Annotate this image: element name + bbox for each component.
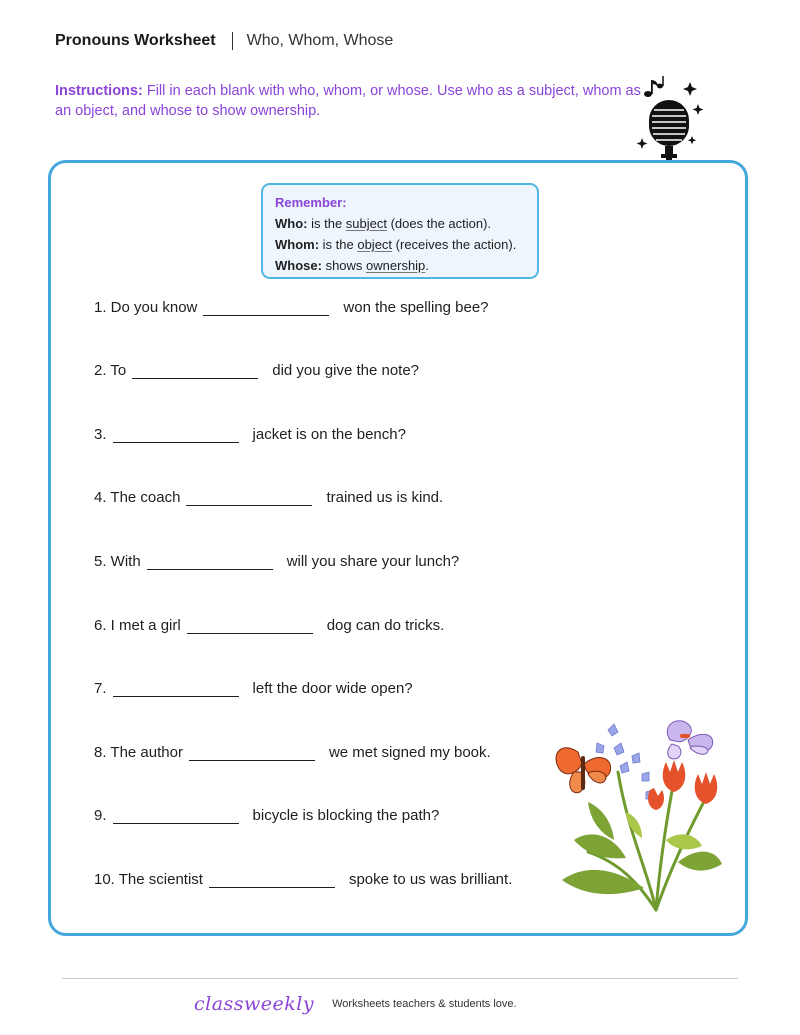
- rule-post: (receives the action).: [392, 237, 517, 252]
- question-text-after: we met signed my book.: [328, 744, 491, 761]
- answer-blank[interactable]: [203, 297, 329, 316]
- answer-blank[interactable]: [147, 551, 273, 570]
- question-text-before: 7.: [94, 680, 107, 697]
- question-text-after: dog can do tricks.: [326, 617, 445, 634]
- instructions: [55, 81, 655, 121]
- answer-blank[interactable]: [113, 678, 239, 697]
- instructions-text-line2: an object, and whose to show ownership.: [55, 103, 321, 119]
- question-4: [94, 487, 443, 509]
- question-2: [94, 360, 419, 382]
- remember-box: [261, 183, 539, 279]
- question-8: [94, 742, 491, 764]
- answer-blank[interactable]: [187, 615, 313, 634]
- remember-rule-who: [275, 213, 525, 234]
- butterfly-orange: [556, 748, 611, 793]
- footer-tagline: Worksheets teachers & students love.: [332, 998, 517, 1010]
- footer: [194, 993, 517, 1015]
- page-subtitle: Who, Whom, Whose: [246, 32, 394, 49]
- remember-title: Remember:: [275, 195, 347, 210]
- brand-logo: classweekly: [194, 993, 315, 1015]
- rule-term: Whom:: [275, 237, 320, 252]
- rule-post: .: [425, 258, 429, 273]
- question-text-before: 3.: [94, 426, 107, 443]
- page-title: Pronouns Worksheet: [55, 32, 216, 49]
- answer-blank[interactable]: [132, 360, 258, 379]
- rule-term: Whose:: [275, 258, 322, 273]
- rule-keyword: object: [357, 237, 393, 252]
- question-text-after: jacket is on the bench?: [252, 426, 406, 443]
- question-text-after: will you share your lunch?: [286, 553, 460, 570]
- rule-keyword: subject: [345, 216, 387, 231]
- question-text-before: 1. Do you know: [94, 299, 198, 316]
- question-text-after: trained us is kind.: [326, 489, 444, 506]
- flowers-butterflies-illustration: [548, 712, 728, 916]
- answer-blank[interactable]: [113, 424, 239, 443]
- answer-blank[interactable]: [186, 487, 312, 506]
- question-text-before: 4. The coach: [94, 489, 181, 506]
- rule-post: (does the action).: [386, 216, 492, 231]
- rule-pre: is the: [307, 216, 346, 231]
- question-6: [94, 615, 444, 637]
- question-10: [94, 869, 512, 891]
- rule-term: Who:: [275, 216, 308, 231]
- instructions-text-line1: Fill in each blank with who, whom, or whose. Use who as a subject, whom as: [146, 83, 641, 99]
- question-text-after: did you give the note?: [272, 362, 420, 379]
- question-text-after: spoke to us was brilliant.: [348, 871, 513, 888]
- question-9: [94, 805, 439, 827]
- answer-blank[interactable]: [209, 869, 335, 888]
- header-divider: [232, 32, 233, 50]
- question-text-before: 6. I met a girl: [94, 617, 181, 634]
- question-text-after: bicycle is blocking the path?: [252, 807, 440, 824]
- footer-divider: [62, 978, 738, 979]
- question-text-before: 10. The scientist: [94, 871, 203, 888]
- instructions-label: Instructions:: [55, 83, 143, 99]
- question-text-before: 2. To: [94, 362, 127, 379]
- remember-rule-whose: [275, 255, 525, 276]
- worksheet-header: [55, 30, 393, 52]
- question-5: [94, 551, 459, 573]
- question-7: [94, 678, 413, 700]
- question-text-before: 5. With: [94, 553, 141, 570]
- rule-pre: is the: [319, 237, 358, 252]
- question-text-after: won the spelling bee?: [343, 299, 489, 316]
- question-1: [94, 297, 489, 319]
- answer-blank[interactable]: [113, 805, 239, 824]
- question-text-after: left the door wide open?: [252, 680, 413, 697]
- question-text-before: 8. The author: [94, 744, 183, 761]
- question-3: [94, 424, 406, 446]
- butterfly-purple: [667, 721, 712, 759]
- question-text-before: 9.: [94, 807, 107, 824]
- rule-pre: shows: [321, 258, 367, 273]
- remember-rule-whom: [275, 234, 525, 255]
- answer-blank[interactable]: [189, 742, 315, 761]
- rule-keyword: ownership: [366, 258, 426, 273]
